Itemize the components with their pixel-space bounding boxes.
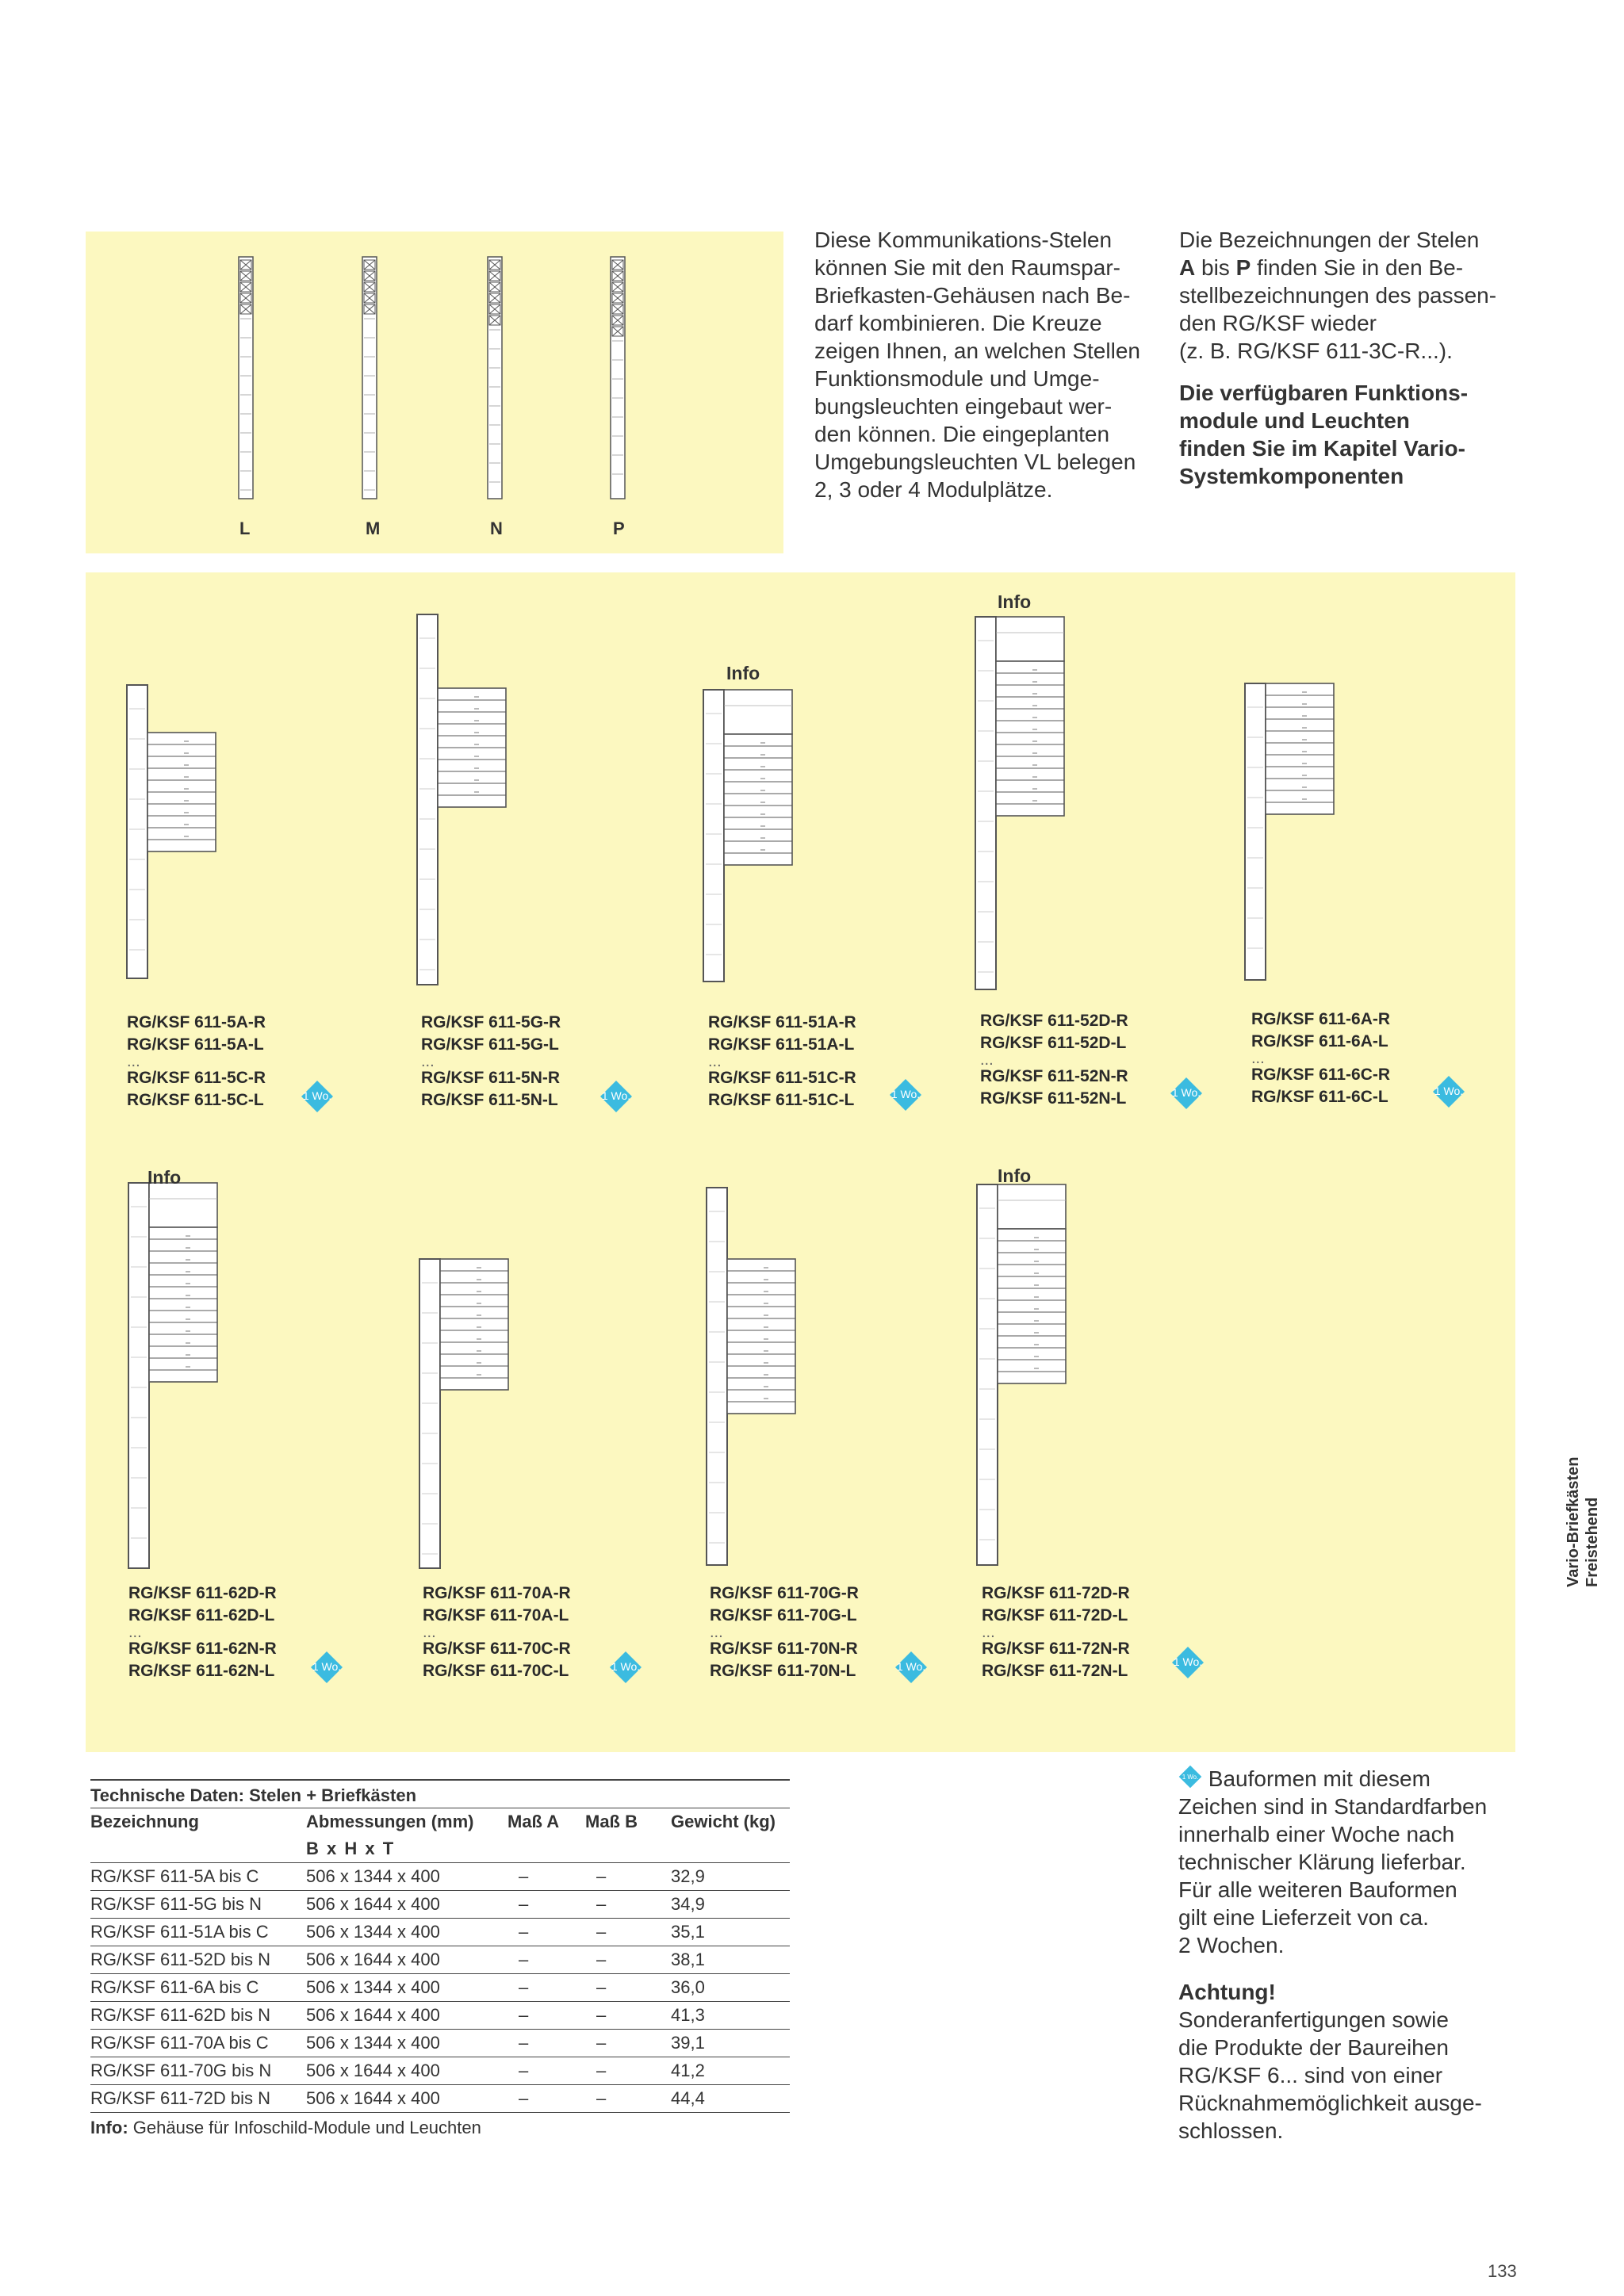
one-week-delivery-icon bbox=[310, 1651, 343, 1684]
model-number: RG/KSF 611-52D-R bbox=[980, 1012, 1128, 1030]
column-header: Maß A bbox=[508, 1812, 560, 1831]
letterbox-unit bbox=[440, 1259, 508, 1390]
column-header: Gewicht (kg) bbox=[671, 1812, 776, 1831]
table-cell: – bbox=[585, 1946, 671, 1974]
ellipsis: ... bbox=[980, 1051, 994, 1069]
stele-p: P bbox=[1235, 255, 1251, 280]
table-cell: 506 x 1644 x 400 bbox=[306, 2002, 508, 2030]
intro-line: Umgebungsleuchten VL belegen bbox=[814, 450, 1136, 474]
intro-line: zeigen Ihnen, an welchen Stellen bbox=[814, 339, 1140, 363]
delivery-note-line: 1 Wo. Bauformen mit diesem bbox=[1178, 1765, 1559, 1793]
column-header: Bezeichnung bbox=[90, 1812, 199, 1831]
model-number: RG/KSF 611-5G-L bbox=[421, 1035, 559, 1054]
table-cell: 36,0 bbox=[671, 1974, 790, 2002]
table-cell: – bbox=[585, 1974, 671, 2002]
table-cell: 34,9 bbox=[671, 1891, 790, 1919]
table-cell: 506 x 1344 x 400 bbox=[306, 1919, 508, 1946]
delivery-note-line: 2 Wochen. bbox=[1178, 1933, 1285, 1957]
table-cell: 506 x 1644 x 400 bbox=[306, 2057, 508, 2085]
svg-text:1 Wo.: 1 Wo. bbox=[891, 1088, 921, 1100]
table-cell: 41,2 bbox=[671, 2057, 790, 2085]
product-drawing bbox=[707, 1188, 795, 1565]
model-number: RG/KSF 611-72N-R bbox=[982, 1640, 1130, 1658]
table-row bbox=[90, 1863, 790, 1891]
table-cell: – bbox=[585, 2030, 671, 2057]
model-number: RG/KSF 611-70N-L bbox=[710, 1662, 856, 1680]
table-cell: RG/KSF 611-5A bis C bbox=[90, 1863, 306, 1891]
svg-text:1 Wo.: 1 Wo. bbox=[611, 1660, 641, 1673]
model-number: RG/KSF 611-70G-L bbox=[710, 1606, 857, 1624]
info-label: Info bbox=[998, 591, 1032, 612]
model-number: RG/KSF 611-6A-L bbox=[1251, 1032, 1388, 1050]
stele-label-l: L bbox=[239, 519, 251, 538]
model-number: RG/KSF 611-51A-L bbox=[708, 1035, 855, 1054]
table-cell: RG/KSF 611-52D bis N bbox=[90, 1946, 306, 1974]
ellipsis: ... bbox=[421, 1053, 435, 1070]
products-panel bbox=[86, 572, 1515, 1752]
tech-table-title: Technische Daten: Stelen + Briefkästen bbox=[90, 1781, 790, 1808]
stele-label-n: N bbox=[490, 519, 503, 538]
delivery-note-line: technischer Klärung lieferbar. bbox=[1178, 1850, 1466, 1874]
model-number: RG/KSF 611-51A-R bbox=[708, 1013, 856, 1031]
model-number: RG/KSF 611-5G-R bbox=[421, 1013, 561, 1031]
product-caption bbox=[128, 1582, 277, 1682]
svg-text:1 Wo.: 1 Wo. bbox=[1171, 1086, 1201, 1099]
one-week-delivery-icon bbox=[1170, 1077, 1203, 1110]
product-drawing bbox=[127, 685, 216, 978]
table-cell: 506 x 1344 x 400 bbox=[306, 1863, 508, 1891]
product-drawing bbox=[975, 617, 1064, 989]
warning-heading: Achtung! bbox=[1178, 1980, 1276, 2004]
intro-text-column-2 bbox=[1179, 226, 1552, 490]
model-number: RG/KSF 611-72D-L bbox=[982, 1606, 1128, 1624]
column-subheader: B x H x T bbox=[306, 1835, 508, 1863]
table-cell: – bbox=[508, 2030, 585, 2057]
model-number: RG/KSF 611-5A-L bbox=[127, 1035, 264, 1054]
one-week-delivery-icon bbox=[1432, 1075, 1465, 1108]
product-caption bbox=[980, 1010, 1128, 1110]
intro-line: können Sie mit den Raumspar- bbox=[814, 255, 1120, 280]
intro-line: bungsleuchten eingebaut wer- bbox=[814, 394, 1113, 419]
table-cell: – bbox=[585, 1863, 671, 1891]
letterbox-unit bbox=[724, 734, 792, 865]
svg-text:1 Wo.: 1 Wo. bbox=[312, 1660, 342, 1673]
intro-line: den können. Die eingeplanten bbox=[814, 422, 1110, 446]
stele-column bbox=[611, 257, 625, 499]
table-cell: – bbox=[508, 1946, 585, 1974]
table-cell: – bbox=[508, 2057, 585, 2085]
model-number: RG/KSF 611-70A-R bbox=[423, 1584, 571, 1602]
table-cell: 506 x 1344 x 400 bbox=[306, 1974, 508, 2002]
model-number: RG/KSF 611-70C-R bbox=[423, 1640, 571, 1658]
table-cell: RG/KSF 611-70G bis N bbox=[90, 2057, 306, 2085]
table-row bbox=[90, 2085, 790, 2113]
info-module bbox=[996, 617, 1064, 661]
model-number: RG/KSF 611-70C-L bbox=[423, 1662, 569, 1680]
column-header: Abmessungen (mm) bbox=[306, 1812, 474, 1831]
model-number: RG/KSF 611-5A-R bbox=[127, 1013, 266, 1031]
table-row bbox=[90, 2057, 790, 2085]
intro-bold-line: Systemkomponenten bbox=[1179, 464, 1404, 488]
table-cell: RG/KSF 611-72D bis N bbox=[90, 2085, 306, 2113]
stele-label-p: P bbox=[613, 519, 625, 538]
ellipsis: ... bbox=[982, 1624, 995, 1641]
intro-line: Die Bezeichnungen der Stelen bbox=[1179, 228, 1480, 252]
warning-line: Rücknahmemöglichkeit ausge- bbox=[1178, 2091, 1482, 2115]
model-number: RG/KSF 611-5C-L bbox=[127, 1091, 264, 1109]
one-week-delivery-icon bbox=[599, 1080, 633, 1113]
info-module bbox=[149, 1183, 217, 1227]
svg-text:1 Wo.: 1 Wo. bbox=[896, 1660, 926, 1673]
model-number: RG/KSF 611-5N-R bbox=[421, 1069, 561, 1087]
intro-text-column-1 bbox=[814, 226, 1171, 503]
info-label: Info bbox=[726, 663, 760, 683]
table-cell: 38,1 bbox=[671, 1946, 790, 1974]
section-tab bbox=[1564, 1456, 1602, 1587]
table-cell: 506 x 1644 x 400 bbox=[306, 1946, 508, 1974]
svg-text:1 Wo.: 1 Wo. bbox=[1434, 1085, 1464, 1097]
one-week-delivery-icon bbox=[1178, 1765, 1202, 1789]
product-caption bbox=[421, 1012, 561, 1112]
delivery-note bbox=[1178, 1765, 1559, 2145]
tech-data-table bbox=[90, 1808, 790, 2113]
one-week-delivery-icon bbox=[301, 1080, 334, 1113]
warning-line: RG/KSF 6... sind von einer bbox=[1178, 2063, 1443, 2087]
table-cell: 41,3 bbox=[671, 2002, 790, 2030]
product-drawing bbox=[977, 1184, 1066, 1565]
product-caption bbox=[423, 1582, 571, 1682]
column-header: Maß B bbox=[585, 1812, 638, 1831]
letterbox-unit bbox=[996, 661, 1064, 816]
info-module bbox=[998, 1184, 1066, 1229]
table-cell: RG/KSF 611-62D bis N bbox=[90, 2002, 306, 2030]
table-cell: – bbox=[508, 1974, 585, 2002]
product-drawing bbox=[1245, 683, 1334, 980]
model-number: RG/KSF 611-70G-R bbox=[710, 1584, 859, 1602]
model-number: RG/KSF 611-70N-R bbox=[710, 1640, 858, 1658]
page-number: 133 bbox=[1488, 2261, 1517, 2281]
table-footnote: Info: Gehäuse für Infoschild-Module und Leuchten bbox=[90, 2118, 481, 2137]
product-caption bbox=[1251, 1008, 1390, 1108]
one-week-delivery-icon bbox=[894, 1651, 928, 1684]
letterbox-unit bbox=[1266, 683, 1334, 814]
table-cell: 35,1 bbox=[671, 1919, 790, 1946]
warning-line: die Produkte der Baureihen bbox=[1178, 2035, 1449, 2060]
table-cell: RG/KSF 611-5G bis N bbox=[90, 1891, 306, 1919]
letterbox-unit bbox=[998, 1229, 1066, 1383]
table-row bbox=[90, 1891, 790, 1919]
stele-overview-panel bbox=[86, 232, 783, 553]
model-number: RG/KSF 611-62D-R bbox=[128, 1584, 277, 1602]
intro-line: 2, 3 oder 4 Modulplätze. bbox=[814, 477, 1053, 502]
table-row bbox=[90, 1946, 790, 1974]
table-cell: – bbox=[585, 2057, 671, 2085]
letterbox-unit bbox=[149, 1227, 217, 1382]
ellipsis: ... bbox=[128, 1624, 142, 1641]
table-cell: – bbox=[585, 2002, 671, 2030]
intro-line: (z. B. RG/KSF 611-3C-R...). bbox=[1179, 339, 1453, 363]
delivery-note-line: Zeichen sind in Standardfarben bbox=[1178, 1794, 1488, 1819]
ellipsis: ... bbox=[127, 1053, 140, 1070]
table-cell: – bbox=[585, 1891, 671, 1919]
product-caption bbox=[982, 1582, 1130, 1682]
stele-column bbox=[488, 257, 502, 499]
table-cell: RG/KSF 611-51A bis C bbox=[90, 1919, 306, 1946]
delivery-note-line: Für alle weiteren Bauformen bbox=[1178, 1877, 1457, 1902]
table-cell: 506 x 1344 x 400 bbox=[306, 2030, 508, 2057]
intro-bold-line: Die verfügbaren Funktions- bbox=[1179, 381, 1469, 405]
model-number: RG/KSF 611-52N-L bbox=[980, 1089, 1127, 1108]
table-cell: 39,1 bbox=[671, 2030, 790, 2057]
model-number: RG/KSF 611-52N-R bbox=[980, 1067, 1128, 1085]
table-cell: – bbox=[508, 1919, 585, 1946]
warning-line: schlossen. bbox=[1178, 2118, 1284, 2143]
table-row bbox=[90, 1974, 790, 2002]
table-cell: 44,4 bbox=[671, 2085, 790, 2113]
warning-line: Sonderanfertigungen sowie bbox=[1178, 2007, 1449, 2032]
products-drawings bbox=[86, 572, 1515, 1752]
model-number: RG/KSF 611-51C-R bbox=[708, 1069, 856, 1087]
ellipsis: ... bbox=[708, 1053, 722, 1070]
table-cell: – bbox=[585, 2085, 671, 2113]
table-row bbox=[90, 2030, 790, 2057]
table-cell: 506 x 1644 x 400 bbox=[306, 1891, 508, 1919]
table-cell: 32,9 bbox=[671, 1863, 790, 1891]
intro-line-stelen-range: A bis P finden Sie in den Be- bbox=[1179, 255, 1464, 280]
stele-overview-drawing bbox=[86, 232, 783, 553]
one-week-delivery-icon bbox=[1171, 1646, 1205, 1679]
svg-text:1 Wo.: 1 Wo. bbox=[1182, 1773, 1199, 1781]
table-cell: – bbox=[508, 2085, 585, 2113]
one-week-delivery-icon bbox=[609, 1651, 642, 1684]
info-module bbox=[724, 690, 792, 734]
ellipsis: ... bbox=[423, 1624, 436, 1641]
intro-bold-line: module und Leuchten bbox=[1179, 408, 1410, 433]
ellipsis: ... bbox=[1251, 1050, 1265, 1067]
product-drawing bbox=[128, 1183, 217, 1568]
delivery-note-line: innerhalb einer Woche nach bbox=[1178, 1822, 1455, 1846]
intro-line: stellbezeichnungen des passen- bbox=[1179, 283, 1497, 308]
model-number: RG/KSF 611-5C-R bbox=[127, 1069, 266, 1087]
product-drawing bbox=[703, 690, 792, 982]
model-number: RG/KSF 611-70A-L bbox=[423, 1606, 569, 1624]
table-cell: RG/KSF 611-70A bis C bbox=[90, 2030, 306, 2057]
table-row bbox=[90, 1919, 790, 1946]
stele-a: A bbox=[1179, 255, 1196, 280]
product-caption bbox=[708, 1012, 856, 1112]
info-label: Info bbox=[998, 1165, 1032, 1186]
table-cell: – bbox=[508, 1863, 585, 1891]
letterbox-unit bbox=[727, 1259, 795, 1414]
product-caption bbox=[127, 1012, 266, 1112]
svg-text:1 Wo.: 1 Wo. bbox=[302, 1089, 332, 1102]
model-number: RG/KSF 611-72N-L bbox=[982, 1662, 1128, 1680]
table-cell: – bbox=[508, 2002, 585, 2030]
delivery-note-line: gilt eine Lieferzeit von ca. bbox=[1178, 1905, 1429, 1930]
intro-line: Briefkasten-Gehäusen nach Be- bbox=[814, 283, 1131, 308]
intro-line: Diese Kommunikations-Stelen bbox=[814, 228, 1113, 252]
ellipsis: ... bbox=[710, 1624, 723, 1641]
model-number: RG/KSF 611-6A-R bbox=[1251, 1010, 1391, 1028]
intro-bold-line: finden Sie im Kapitel Vario- bbox=[1179, 436, 1465, 461]
model-number: RG/KSF 611-62D-L bbox=[128, 1606, 275, 1624]
product-drawing bbox=[417, 614, 506, 985]
product-drawing bbox=[419, 1259, 508, 1568]
table-row bbox=[90, 2002, 790, 2030]
svg-text:1 Wo.: 1 Wo. bbox=[1173, 1655, 1203, 1668]
stele-label-m: M bbox=[366, 519, 381, 538]
model-number: RG/KSF 611-6C-R bbox=[1251, 1066, 1391, 1084]
model-number: RG/KSF 611-62N-R bbox=[128, 1640, 277, 1658]
info-label: Info bbox=[147, 1167, 182, 1188]
model-number: RG/KSF 611-52D-L bbox=[980, 1034, 1127, 1052]
model-number: RG/KSF 611-72D-R bbox=[982, 1584, 1130, 1602]
stele-column bbox=[239, 257, 253, 499]
stele-column bbox=[362, 257, 377, 499]
product-caption bbox=[710, 1582, 859, 1682]
one-week-delivery-icon bbox=[889, 1078, 922, 1112]
table-cell: 506 x 1644 x 400 bbox=[306, 2085, 508, 2113]
intro-line: den RG/KSF wieder bbox=[1179, 311, 1377, 335]
tech-data-table-wrapper bbox=[90, 1779, 790, 2138]
model-number: RG/KSF 611-5N-L bbox=[421, 1091, 558, 1109]
table-cell: – bbox=[585, 1919, 671, 1946]
intro-line: darf kombinieren. Die Kreuze bbox=[814, 311, 1102, 335]
table-cell: RG/KSF 611-6A bis C bbox=[90, 1974, 306, 2002]
svg-text:1 Wo.: 1 Wo. bbox=[601, 1089, 631, 1102]
model-number: RG/KSF 611-51C-L bbox=[708, 1091, 855, 1109]
intro-line: Funktionsmodule und Umge- bbox=[814, 366, 1100, 391]
section-tab-line: Vario-Briefkästen bbox=[1565, 1456, 1582, 1587]
table-cell: – bbox=[508, 1891, 585, 1919]
model-number: RG/KSF 611-6C-L bbox=[1251, 1088, 1388, 1106]
model-number: RG/KSF 611-62N-L bbox=[128, 1662, 275, 1680]
section-tab-line: Freistehend bbox=[1584, 1497, 1601, 1587]
